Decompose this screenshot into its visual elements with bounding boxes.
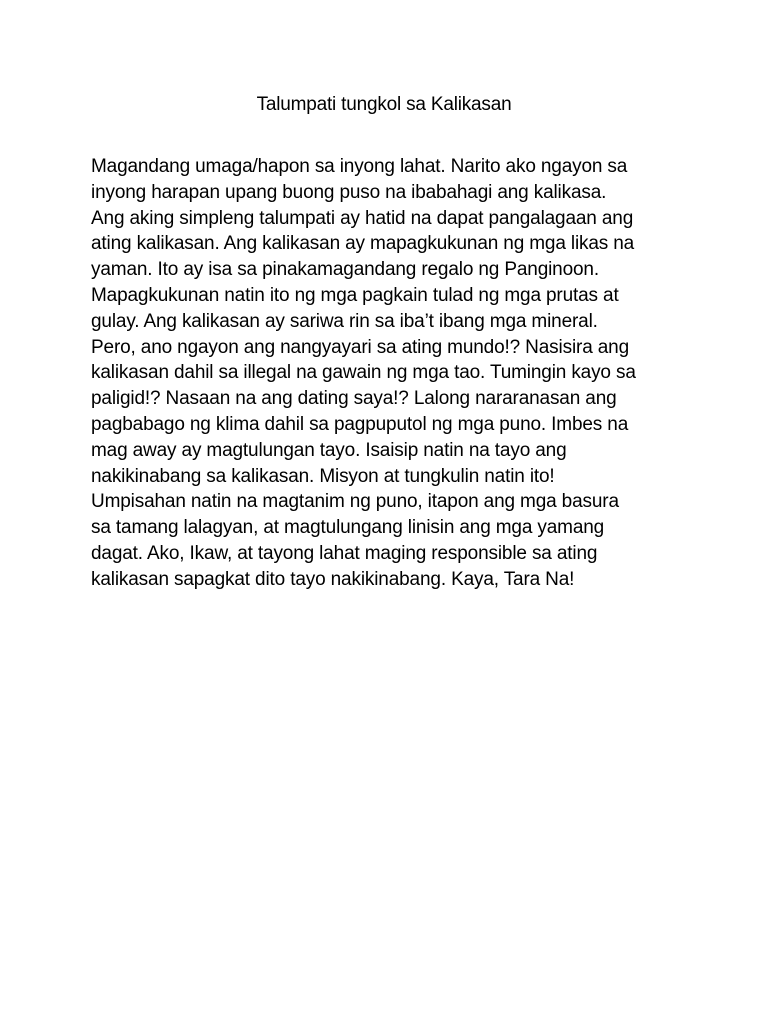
- paragraph-line: dagat. Ako, Ikaw, at tayong lahat maging responsible sa ating: [91, 542, 598, 564]
- document-title: Talumpati tungkol sa Kalikasan: [256, 94, 512, 115]
- paragraph-line: inyong harapan upang buong puso na ibabahagi ang kalikasa.: [91, 181, 607, 203]
- paragraph-line: Magandang umaga/hapon sa inyong lahat. Narito ako ngayon sa: [91, 156, 628, 177]
- paragraph-line: kalikasan dahil sa illegal na gawain ng mga tao. Tumingin kayo sa: [91, 362, 636, 384]
- paragraph-line: pagbabago ng klima dahil sa pagpuputol ng mga puno. Imbes na: [91, 413, 629, 435]
- paragraph-line: Mapagkukunan natin ito ng mga pagkain tulad ng mga prutas at: [91, 284, 619, 306]
- paragraph-line: kalikasan sapagkat dito tayo nakikinabang. Kaya, Tara Na!: [91, 568, 575, 590]
- paragraph-line: mag away ay magtulungan tayo. Isaisip natin na tayo ang: [91, 439, 567, 461]
- paragraph-line: Umpisahan natin na magtanim ng puno, itapon ang mga basura: [91, 491, 619, 513]
- paragraph-line: Ang aking simpleng talumpati ay hatid na dapat pangalagaan ang: [91, 207, 634, 229]
- paragraph-line: Pero, ano ngayon ang nangyayari sa ating mundo!? Nasisira ang: [91, 336, 629, 358]
- paragraph-line: nakikinabang sa kalikasan. Misyon at tungkulin natin ito!: [91, 465, 555, 487]
- speech-paragraph: [91, 154, 691, 593]
- paragraph-line: gulay. Ang kalikasan ay sariwa rin sa iba’t ibang mga mineral.: [91, 310, 598, 332]
- paragraph-line: paligid!? Nasaan na ang dating saya!? Lalong nararanasan ang: [91, 388, 617, 410]
- paragraph-line: yaman. Ito ay isa sa pinakamagandang regalo ng Panginoon.: [91, 259, 599, 281]
- paragraph-line: sa tamang lalagyan, at magtulungang linisin ang mga yamang: [91, 517, 605, 539]
- paragraph-line: ating kalikasan. Ang kalikasan ay mapagkukunan ng mga likas na: [91, 233, 635, 255]
